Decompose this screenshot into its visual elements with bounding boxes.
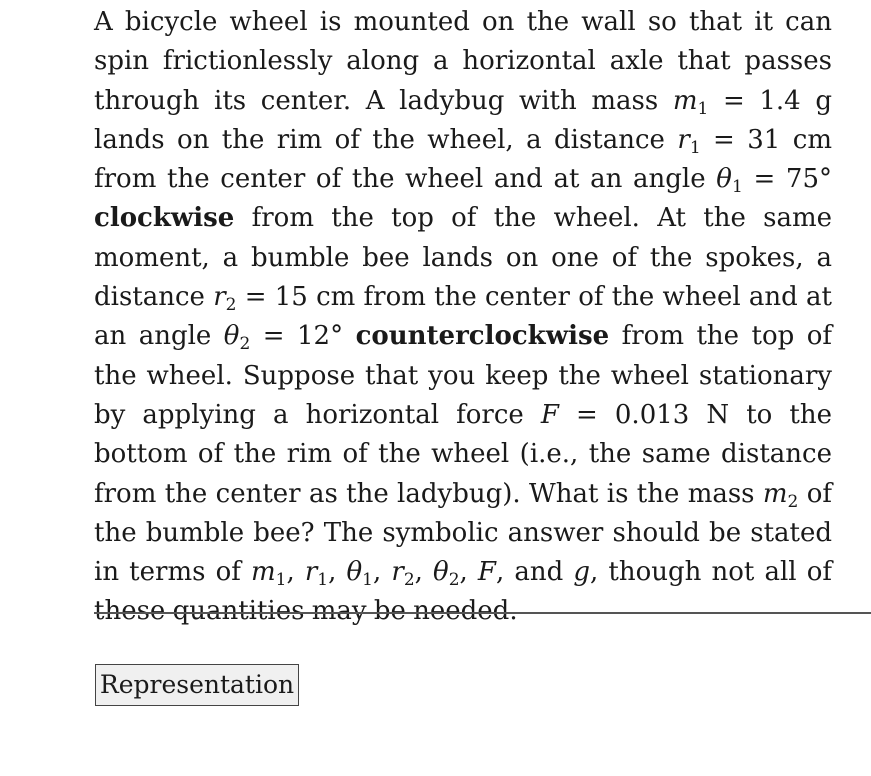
var-F: F [477, 557, 496, 588]
problem-text: from the top of the wheel. At the same moment, a bumble bee lands on one of the spokes, a distance [94, 203, 832, 313]
problem-text: A bicycle wheel is mounted on the wall so that it can spin frictionlessly along a horizontal axle that passes through its center. A ladybug with mass [94, 7, 832, 116]
separator: , and [495, 557, 574, 588]
representation-button[interactable]: Representation [95, 664, 299, 706]
var-F: F [540, 399, 559, 430]
var-r2: r [391, 557, 404, 588]
var-m1: m [672, 85, 698, 116]
var-r1: r [677, 124, 690, 155]
emphasis-counterclockwise: counterclockwise [355, 321, 610, 352]
problem-text: = 1.4 g lands on the rim of the wheel, a distance [94, 85, 832, 155]
subscript: 1 [731, 177, 743, 198]
subscript: 1 [689, 137, 701, 158]
problem-text: of the bumble bee? The symbolic answer should be stated in terms of [94, 478, 832, 588]
var-g: g [573, 557, 591, 588]
separator: , [286, 557, 305, 588]
separator: , [372, 557, 392, 588]
problem-text: , though not all of these quantities may be needed. [94, 557, 833, 627]
var-r1: r [304, 557, 318, 588]
subscript: 1 [362, 570, 373, 591]
var-r2: r [213, 282, 226, 313]
problem-text: = 12° [250, 321, 356, 352]
var-theta2: θ [433, 557, 449, 588]
separator: , [414, 557, 434, 588]
subscript: 2 [225, 295, 237, 316]
problem-text: = 15 cm from the center of the wheel and at an angle [94, 282, 832, 352]
problem-text: = 75° [742, 164, 832, 195]
divider [94, 612, 871, 614]
subscript: 1 [317, 570, 329, 591]
problem-text: = 0.013 N to the bottom of the rim of the wheel (i.e., the same distance from the center as the ladybug). What is the mass [94, 399, 832, 509]
var-m1: m [250, 557, 276, 588]
var-m2: m [762, 478, 788, 509]
subscript: 2 [448, 570, 460, 591]
subscript: 2 [787, 491, 799, 512]
separator: , [459, 557, 478, 588]
subscript: 2 [403, 570, 415, 591]
problem-statement [94, 3, 832, 632]
var-theta2: θ [223, 321, 240, 352]
var-theta1: θ [716, 164, 732, 195]
separator: , [328, 557, 347, 588]
subscript: 1 [697, 98, 709, 119]
problem-text: = 31 cm from the center of the wheel and at an angle [94, 124, 832, 195]
subscript: 2 [239, 334, 251, 355]
problem-text: from the top of the wheel. Suppose that you keep the wheel stationary by applying a horizontal force [94, 321, 832, 430]
var-theta1: θ [346, 557, 363, 588]
emphasis-clockwise: clockwise [94, 203, 235, 234]
subscript: 1 [275, 570, 287, 591]
